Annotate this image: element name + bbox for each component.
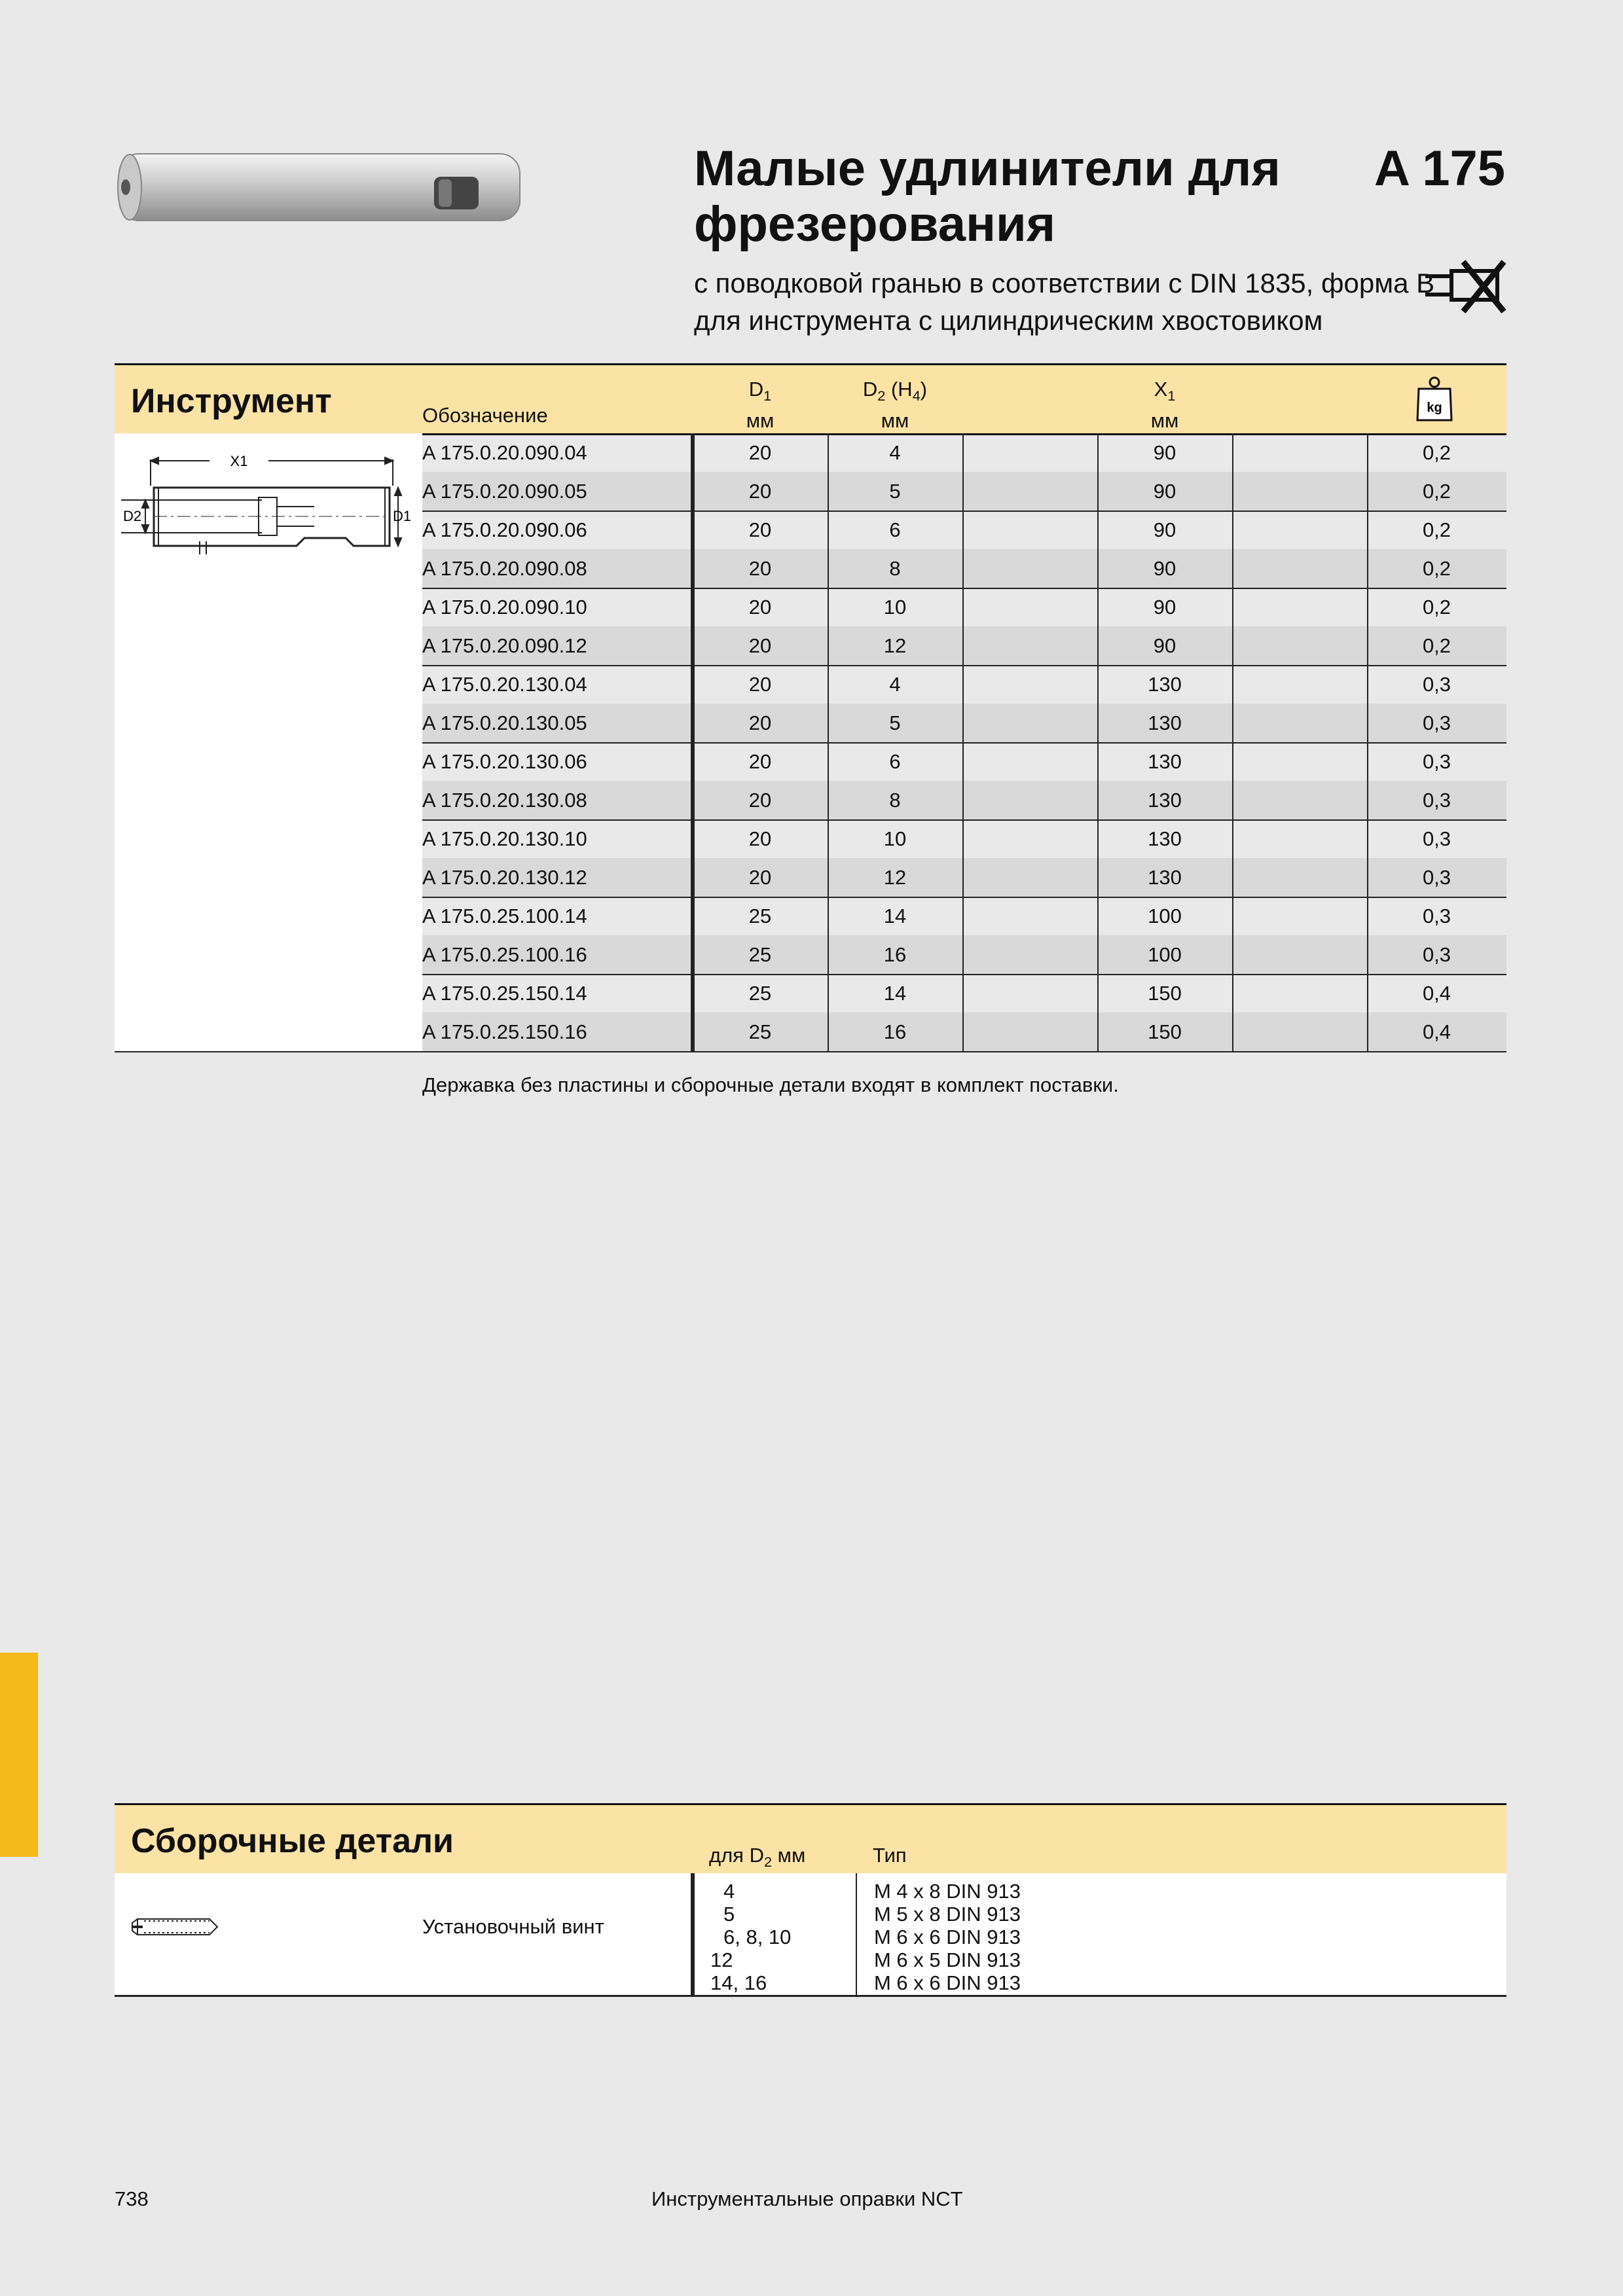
table-row [422, 935, 1506, 975]
grid-line [962, 819, 964, 858]
cell-designation: A 175.0.20.090.10 [422, 596, 587, 619]
parts-d2-value: 12 [710, 1948, 733, 1971]
cell-d1: 20 [748, 750, 772, 773]
grid-line [828, 665, 829, 704]
grid-line [1232, 549, 1233, 588]
cell-designation: A 175.0.20.090.08 [422, 557, 587, 580]
cell-d2: 12 [883, 866, 907, 889]
grid-line [1367, 781, 1368, 819]
cell-designation: A 175.0.20.130.05 [422, 711, 587, 734]
cell-designation: A 175.0.25.100.16 [422, 943, 587, 966]
cell-d1: 20 [748, 673, 772, 696]
grid-line [828, 1013, 829, 1051]
grid-line [1097, 742, 1099, 781]
cell-designation: A 175.0.20.130.04 [422, 673, 587, 696]
grid-line [962, 704, 964, 742]
grid-line [1097, 433, 1099, 472]
grid-line [828, 472, 829, 511]
table-row [422, 897, 1506, 937]
cell-weight: 0,3 [1422, 943, 1451, 966]
cell-x1: 130 [1148, 789, 1182, 812]
table-row [422, 858, 1506, 898]
cell-d2: 10 [883, 827, 907, 850]
svg-text:D1: D1 [393, 508, 412, 524]
parts-type-value: M 5 x 8 DIN 913 [874, 1903, 1021, 1926]
cell-weight: 0,3 [1422, 750, 1451, 773]
cell-x1: 130 [1148, 711, 1182, 734]
grid-line [962, 935, 964, 974]
table-row [422, 819, 1506, 859]
grid-line [1367, 935, 1368, 974]
cell-d1: 20 [748, 596, 772, 619]
cell-designation: A 175.0.20.130.10 [422, 827, 587, 850]
cell-weight: 0,3 [1422, 789, 1451, 812]
cell-designation: A 175.0.20.130.08 [422, 789, 587, 812]
grid-line [1097, 549, 1099, 588]
cell-d1: 25 [748, 982, 772, 1005]
grid-line [1097, 472, 1099, 511]
grid-line [1232, 1013, 1233, 1051]
page-title-line2: фрезерования [694, 196, 1056, 252]
grid-line [828, 897, 829, 935]
cell-d2: 8 [889, 557, 901, 580]
parts-type-values [874, 1880, 1021, 1994]
cell-weight: 0,3 [1422, 905, 1451, 927]
cell-weight: 0,3 [1422, 866, 1451, 889]
parts-type-value: M 4 x 8 DIN 913 [874, 1880, 1021, 1903]
grid-line [1367, 704, 1368, 742]
cell-x1: 90 [1153, 441, 1176, 464]
grid-line [962, 511, 964, 549]
cell-x1: 90 [1153, 518, 1176, 541]
cell-x1: 90 [1153, 596, 1176, 619]
parts-type-value: M 6 x 5 DIN 913 [874, 1948, 1021, 1971]
table-row [422, 433, 1506, 473]
parts-table-header [115, 1803, 1506, 1875]
cell-d1: 25 [748, 1020, 772, 1043]
grid-line [1232, 974, 1233, 1013]
parts-section-title: Сборочные детали [131, 1822, 454, 1860]
cell-x1: 130 [1148, 866, 1182, 889]
grid-line [828, 549, 829, 588]
grid-line [1097, 588, 1099, 626]
cell-d2: 6 [889, 518, 901, 541]
grid-line [1232, 897, 1233, 935]
grid-line [828, 433, 829, 472]
grid-line [962, 549, 964, 588]
col-d2: $D_2$ $(H_4)$ мм [862, 378, 928, 433]
svg-text:X1: X1 [230, 453, 248, 469]
product-photo [111, 151, 530, 226]
col-for-d2: для $D_2$ мм [709, 1844, 806, 1871]
grid-line [1232, 511, 1233, 549]
cell-x1: 90 [1153, 634, 1176, 657]
cell-d2: 16 [883, 943, 907, 966]
grid-line [1097, 511, 1099, 549]
cell-weight: 0,2 [1422, 634, 1451, 657]
cell-weight: 0,4 [1422, 1020, 1451, 1043]
cell-designation: A 175.0.20.090.05 [422, 480, 587, 503]
cell-d2: 6 [889, 750, 901, 773]
cell-designation: A 175.0.20.090.12 [422, 634, 587, 657]
cell-designation: A 175.0.25.150.14 [422, 982, 587, 1005]
grid-line [1367, 549, 1368, 588]
parts-d2-value: 14, 16 [710, 1971, 767, 1994]
cell-d1: 20 [748, 480, 772, 503]
parts-type-value: M 6 x 6 DIN 913 [874, 1926, 1021, 1948]
grid-line [962, 626, 964, 665]
svg-text:kg: kg [1427, 401, 1442, 415]
chapter-tab [0, 1653, 38, 1857]
table-row [422, 1013, 1506, 1052]
cell-d1: 25 [748, 905, 772, 927]
cell-d1: 20 [748, 866, 772, 889]
cell-x1: 130 [1148, 673, 1182, 696]
grid-line [962, 433, 964, 472]
cell-d2: 5 [889, 480, 901, 503]
grid-line [962, 588, 964, 626]
tool-section-title: Инструмент [131, 382, 332, 420]
col-d1: $D_1$ мм [746, 378, 775, 433]
grid-line [1232, 819, 1233, 858]
grid-line [1367, 1013, 1368, 1051]
tool-table-separator [691, 433, 695, 1051]
grid-line [1367, 819, 1368, 858]
table-row [422, 781, 1506, 821]
grid-line [1097, 1013, 1099, 1051]
parts-type-value: M 6 x 6 DIN 913 [874, 1971, 1021, 1994]
tool-technical-drawing [118, 446, 419, 571]
grid-line [1367, 742, 1368, 781]
grid-line [828, 588, 829, 626]
weight-kg-icon [1415, 376, 1454, 423]
grid-line [1367, 626, 1368, 665]
cell-x1: 150 [1148, 982, 1182, 1005]
set-screw-label: Установочный винт [422, 1915, 604, 1938]
page-title: Малые удлинители для [694, 141, 1281, 196]
tool-footnote: Державка без пластины и сборочные детали входят в комплект поставки. [422, 1073, 1119, 1096]
cell-weight: 0,3 [1422, 711, 1451, 734]
cell-weight: 0,2 [1422, 518, 1451, 541]
cell-d2: 10 [883, 596, 907, 619]
parts-d2-value: 6, 8, 10 [723, 1926, 792, 1948]
table-row [422, 665, 1506, 705]
cell-x1: 100 [1148, 905, 1182, 927]
cell-d2: 14 [883, 905, 907, 927]
cell-x1: 150 [1148, 1020, 1182, 1043]
grid-line [1232, 433, 1233, 472]
cell-d2: 4 [889, 673, 901, 696]
grid-line [1097, 858, 1099, 897]
cell-x1: 100 [1148, 943, 1182, 966]
grid-line [1097, 819, 1099, 858]
cell-x1: 130 [1148, 750, 1182, 773]
grid-line [1367, 858, 1368, 897]
grid-line [1097, 781, 1099, 819]
cell-d1: 20 [748, 441, 772, 464]
table-row [422, 588, 1506, 628]
subtitle-line2: для инструмента с цилиндрическим хвостовиком [694, 305, 1323, 336]
grid-line [1097, 626, 1099, 665]
parts-row [115, 1873, 1506, 1997]
grid-line [962, 1013, 964, 1051]
cell-weight: 0,3 [1422, 827, 1451, 850]
grid-line [828, 626, 829, 665]
grid-line [962, 742, 964, 781]
cell-d1: 20 [748, 789, 772, 812]
table-row [422, 626, 1506, 666]
grid-line [1097, 897, 1099, 935]
grid-line [1232, 742, 1233, 781]
cell-d1: 20 [748, 518, 772, 541]
cell-d1: 20 [748, 711, 772, 734]
cell-weight: 0,4 [1422, 982, 1451, 1005]
cell-weight: 0,2 [1422, 596, 1451, 619]
table-row [422, 472, 1506, 512]
grid-line [1367, 433, 1368, 472]
table-row [422, 704, 1506, 744]
cell-x1: 90 [1153, 557, 1176, 580]
grid-line [1232, 472, 1233, 511]
cell-designation: A 175.0.20.130.12 [422, 866, 587, 889]
product-code: A 175 [1374, 141, 1505, 196]
grid-line [828, 935, 829, 974]
parts-separator [856, 1873, 857, 1995]
parts-d2-values [710, 1880, 791, 1994]
grid-line [828, 511, 829, 549]
tool-table-header [115, 363, 1506, 435]
grid-line [962, 897, 964, 935]
grid-line [962, 472, 964, 511]
grid-line [1097, 665, 1099, 704]
grid-line [828, 858, 829, 897]
col-x1: $X_1$ мм [1150, 378, 1179, 433]
grid-line [828, 742, 829, 781]
grid-line [1367, 511, 1368, 549]
grid-line [962, 858, 964, 897]
table-row [422, 549, 1506, 589]
grid-line [1367, 665, 1368, 704]
grid-line [1232, 858, 1233, 897]
cell-x1: 90 [1153, 480, 1176, 503]
cell-designation: A 175.0.25.100.14 [422, 905, 587, 927]
cell-d2: 5 [889, 711, 901, 734]
cell-d1: 20 [748, 557, 772, 580]
grid-line [1232, 935, 1233, 974]
grid-line [1232, 626, 1233, 665]
page-number: 738 [115, 2187, 149, 2210]
cell-d1: 20 [748, 634, 772, 657]
table-row [422, 742, 1506, 782]
grid-line [1367, 974, 1368, 1013]
footer-title: Инструментальные оправки NCT [651, 2187, 963, 2210]
table-row [422, 974, 1506, 1014]
subtitle-line1: с поводковой гранью в соответствии с DIN 1835, форма B [694, 268, 1435, 298]
cell-d2: 14 [883, 982, 907, 1005]
cell-designation: A 175.0.25.150.16 [422, 1020, 587, 1043]
grid-line [1367, 897, 1368, 935]
grid-line [1367, 472, 1368, 511]
cell-d2: 16 [883, 1020, 907, 1043]
grid-line [828, 974, 829, 1013]
cell-x1: 130 [1148, 827, 1182, 850]
cell-d2: 12 [883, 634, 907, 657]
cell-weight: 0,2 [1422, 480, 1451, 503]
cell-weight: 0,3 [1422, 673, 1451, 696]
grid-line [1232, 781, 1233, 819]
parts-d2-value: 5 [723, 1903, 735, 1926]
cell-weight: 0,2 [1422, 441, 1451, 464]
parts-separator-thick [691, 1873, 695, 1995]
grid-line [828, 781, 829, 819]
cell-designation: A 175.0.20.090.06 [422, 518, 587, 541]
cell-weight: 0,2 [1422, 557, 1451, 580]
cell-d1: 20 [748, 827, 772, 850]
cell-d2: 8 [889, 789, 901, 812]
cell-d2: 4 [889, 441, 901, 464]
grid-line [828, 819, 829, 858]
grid-line [962, 974, 964, 1013]
grid-line [962, 665, 964, 704]
cell-designation: A 175.0.20.130.06 [422, 750, 587, 773]
grid-line [962, 781, 964, 819]
cell-designation: A 175.0.20.090.04 [422, 441, 587, 464]
svg-text:D2: D2 [123, 508, 142, 524]
set-screw-icon [131, 1914, 223, 1940]
parts-d2-value: 4 [723, 1880, 735, 1903]
shank-clamping-icon [1424, 257, 1509, 315]
grid-line [1232, 704, 1233, 742]
col-type: Тип [873, 1844, 907, 1867]
grid-line [1097, 935, 1099, 974]
cell-d1: 25 [748, 943, 772, 966]
grid-line [1097, 974, 1099, 1013]
grid-line [1232, 665, 1233, 704]
grid-line [1367, 588, 1368, 626]
grid-line [828, 704, 829, 742]
col-designation: Обозначение [422, 404, 548, 427]
grid-line [1232, 588, 1233, 626]
grid-line [1097, 704, 1099, 742]
table-row [422, 511, 1506, 550]
